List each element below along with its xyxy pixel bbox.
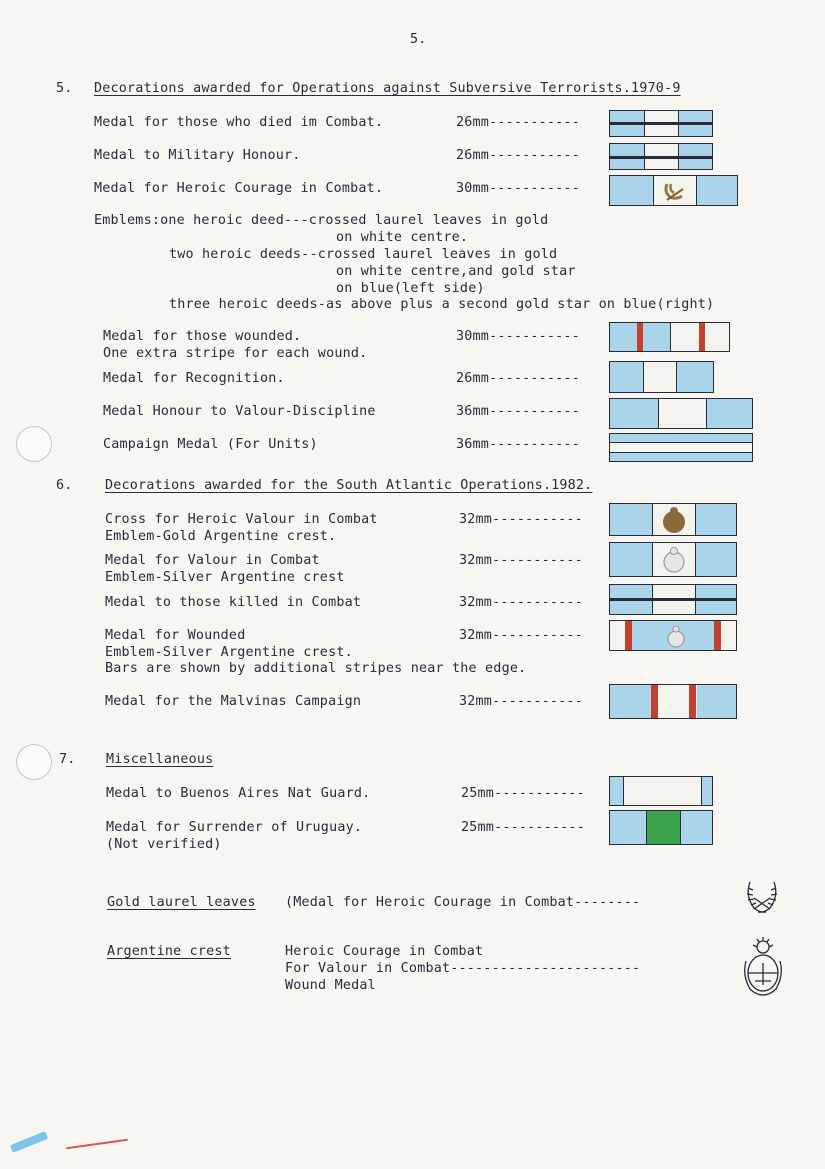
size-value: 36mm [456, 437, 490, 452]
medal-note: One extra stripe for each wound. [103, 346, 368, 361]
size-value: 30mm [456, 181, 490, 196]
medal-note: Emblem-Silver Argentine crest. [105, 645, 353, 660]
medal-name: Cross for Heroic Valour in Combat [105, 512, 378, 527]
size-value: 32mm [459, 553, 493, 568]
medal-size [461, 819, 585, 836]
leader-dashes: ----------- [492, 595, 583, 610]
medal-name: Medal for Surrender of Uruguay. [106, 820, 363, 835]
section-number: 7. [59, 752, 76, 767]
medal-size [459, 552, 583, 569]
medal-size [456, 147, 580, 164]
ribbon-recognition [609, 361, 714, 393]
leader-dashes: ----------- [489, 115, 580, 130]
medal-name: Medal to Military Honour. [94, 148, 301, 163]
leader-dashes: ----------- [489, 329, 580, 344]
leader-dashes: ----------- [489, 404, 580, 419]
size-value: 25mm [461, 786, 495, 801]
leader-dashes: ----------- [489, 181, 580, 196]
size-value: 32mm [459, 512, 493, 527]
medal-name: Medal for Recognition. [103, 371, 285, 386]
page-number: 5. [410, 32, 427, 47]
medal-size [459, 627, 583, 644]
emblems-line: on white centre,and gold star [336, 264, 576, 279]
crest-legend-line: Wound Medal [285, 978, 376, 993]
medal-size [459, 511, 583, 528]
medal-name: Campaign Medal (For Units) [103, 437, 318, 452]
section-heading: Miscellaneous [106, 752, 214, 767]
medal-size [456, 114, 580, 131]
laurel-emblem-icon [662, 181, 688, 203]
emblems-line: three heroic deeds-as above plus a second gold star on blue(right) [169, 297, 715, 312]
ribbon-surrender-uruguay [609, 810, 713, 845]
medal-name: Medal for Wounded [105, 628, 246, 643]
medal-size [459, 693, 583, 710]
medal-name: Medal for the Malvinas Campaign [105, 694, 362, 709]
ribbon-heroic-courage [609, 175, 738, 206]
leader-dashes: ----------- [492, 512, 583, 527]
section-number: 6. [56, 478, 73, 493]
size-value: 26mm [456, 115, 490, 130]
leader-dashes: ----------- [494, 786, 585, 801]
leader-dashes: ----------- [492, 694, 583, 709]
emblems-line: on white centre. [336, 230, 469, 245]
punch-hole [16, 744, 52, 780]
ribbon-malvinas-campaign [609, 684, 737, 719]
size-value: 26mm [456, 371, 490, 386]
ribbon-military-honour [609, 143, 713, 170]
ribbon-wounded [609, 322, 730, 352]
leader-dashes: ----------- [492, 553, 583, 568]
ribbon-campaign-units [609, 433, 753, 462]
laurel-legend-text: (Medal for Heroic Courage in Combat-------- [285, 895, 641, 910]
medal-name: Medal Honour to Valour-Discipline [103, 404, 376, 419]
medal-size [456, 180, 580, 197]
emblems-line: Emblems:one heroic deed---crossed laurel leaves in gold [94, 213, 549, 228]
punch-hole [16, 426, 52, 462]
medal-note: Emblem-Gold Argentine crest. [105, 529, 337, 544]
leader-dashes: ----------- [489, 437, 580, 452]
size-value: 30mm [456, 329, 490, 344]
size-value: 32mm [459, 694, 493, 709]
size-value: 32mm [459, 595, 493, 610]
medal-note: (Not verified) [106, 837, 222, 852]
leader-dashes: ----------- [494, 820, 585, 835]
crest-legend-label: Argentine crest [107, 944, 231, 959]
medal-size [456, 403, 580, 420]
medal-size [456, 370, 580, 387]
size-value: 26mm [456, 148, 490, 163]
section-number: 5. [56, 81, 73, 96]
medal-size [456, 328, 580, 345]
medal-name: Medal for those wounded. [103, 329, 302, 344]
argentine-crest-icon [740, 935, 786, 999]
medal-name: Medal for Valour in Combat [105, 553, 320, 568]
emblems-line: on blue(left side) [336, 281, 485, 296]
medal-note: Bars are shown by additional stripes near the edge. [105, 661, 527, 676]
leader-dashes: ----------- [492, 628, 583, 643]
size-value: 32mm [459, 628, 493, 643]
medal-name: Medal for those who died im Combat. [94, 115, 384, 130]
gold-crest-icon [660, 506, 688, 534]
section-heading: Decorations awarded for the South Atlantic Operations.1982. [105, 478, 593, 493]
medal-size [459, 594, 583, 611]
section-heading: Decorations awarded for Operations against Subversive Terrorists.1970-9 [94, 81, 681, 96]
crest-legend-line: Heroic Courage in Combat [285, 944, 484, 959]
ribbon-wounded-1982 [609, 620, 737, 651]
emblems-line: two heroic deeds--crossed laurel leaves in gold [169, 247, 558, 262]
ribbon-buenos-aires-guard [609, 776, 713, 806]
medal-name: Medal to Buenos Aires Nat Guard. [106, 786, 371, 801]
crest-legend-line: For Valour in Combat----------------------- [285, 961, 641, 976]
medal-size [461, 785, 585, 802]
blue-edge-mark [10, 1131, 48, 1153]
ribbon-heroic-valour-cross [609, 503, 737, 536]
ribbon-valour-combat [609, 542, 737, 577]
medal-size [456, 436, 580, 453]
medal-name: Medal for Heroic Courage in Combat. [94, 181, 384, 196]
laurel-legend-label: Gold laurel leaves [107, 895, 256, 910]
laurel-wreath-icon [742, 876, 782, 916]
silver-crest-icon [660, 546, 688, 574]
red-edge-mark [66, 1139, 128, 1150]
ribbon-died-in-combat [609, 110, 713, 137]
medal-note: Emblem-Silver Argentine crest [105, 570, 345, 585]
size-value: 25mm [461, 820, 495, 835]
leader-dashes: ----------- [489, 371, 580, 386]
ribbon-killed-combat [609, 584, 737, 615]
medal-name: Medal to those killed in Combat [105, 595, 362, 610]
leader-dashes: ----------- [489, 148, 580, 163]
size-value: 36mm [456, 404, 490, 419]
silver-crest-icon [664, 625, 688, 649]
ribbon-valour-discipline [609, 398, 753, 429]
